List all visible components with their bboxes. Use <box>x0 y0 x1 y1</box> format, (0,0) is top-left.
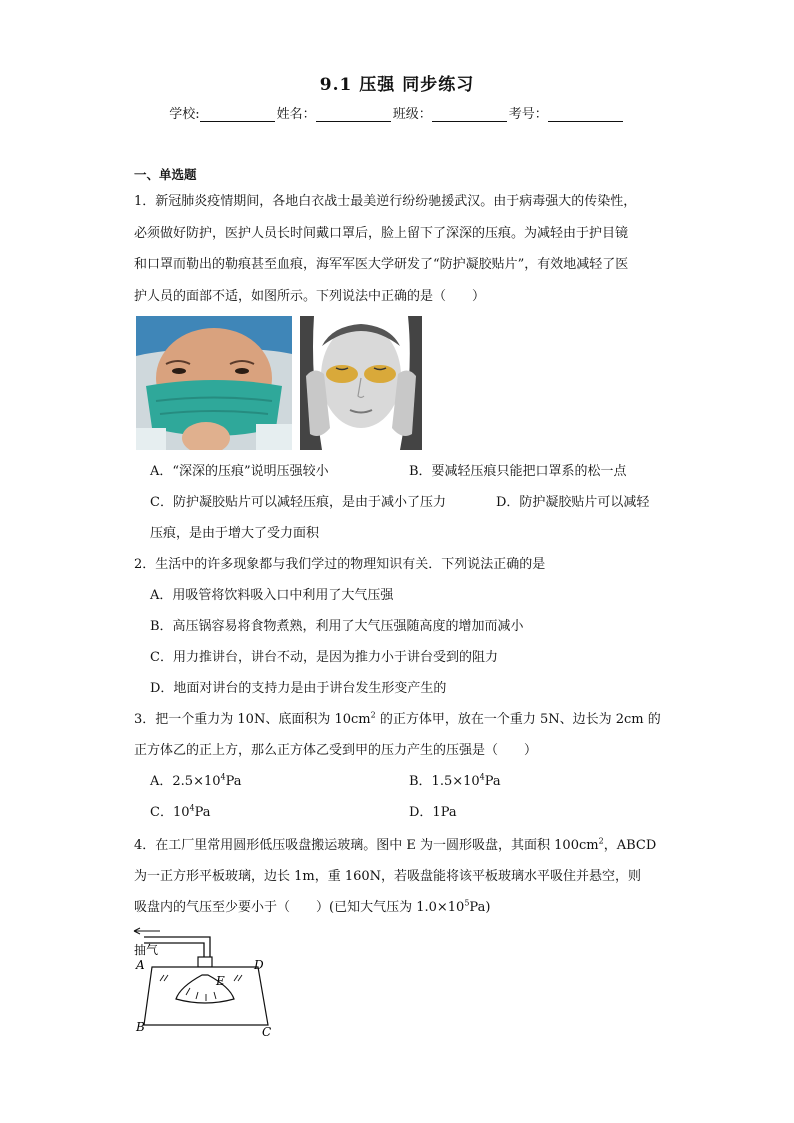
question-3-stem-line2: 正方体乙的正上方，那么正方体乙受到甲的压力产生的压强是（ ） <box>134 743 538 758</box>
question-1-line: 和口罩而勒出的勒痕甚至血痕，海军军医大学研发了“防护凝胶贴片”，有效地减轻了医 <box>134 257 629 272</box>
q4-text: 吸盘内的气压至少要小于（ ）(已知大气压为 1.0×10 <box>134 900 465 915</box>
q3-option-d[interactable]: D．1Pa <box>409 805 457 820</box>
question-4-stem <box>134 836 656 856</box>
q3-option-a-exp: 4 <box>220 772 226 782</box>
q4-text: 4．在工厂里常用圆形低压吸盘搬运玻璃。图中 E 为一圆形吸盘，其面积 100cm <box>134 838 599 853</box>
q1-option-d-continued: 压痕，是由于增大了受力面积 <box>150 526 320 541</box>
q3-text: 3．把一个重力为 10N、底面积为 10cm <box>134 712 371 727</box>
question-2-stem: 2．生活中的许多现象都与我们学过的物理知识有关．下列说法正确的是 <box>134 557 546 572</box>
q3-text: 的正方体甲，放在一个重力 5N、边长为 2cm 的 <box>375 712 661 727</box>
suction-cup-label-e: E <box>216 974 225 988</box>
q3-superscript: 2 <box>370 710 376 720</box>
id-label: 考号： <box>508 107 548 122</box>
section-heading: 一、单选题 <box>134 167 197 182</box>
q1-option-a[interactable]: A．“深深的压痕”说明压强较小 <box>150 464 329 479</box>
school-blank[interactable] <box>200 107 275 122</box>
q3-option-a[interactable] <box>150 772 242 792</box>
q3-option-a-unit: Pa <box>225 774 242 789</box>
student-info-line <box>0 103 794 122</box>
q1-option-c[interactable]: C．防护凝胶贴片可以减轻压痕，是由于减小了压力 <box>150 495 446 510</box>
q1-option-d[interactable]: D．防护凝胶贴片可以减轻 <box>496 495 650 510</box>
q4-text: Pa) <box>469 900 491 915</box>
class-blank[interactable] <box>432 107 507 122</box>
question-1-stem <box>134 186 664 312</box>
q3-option-b-text: B．1.5×10 <box>409 774 480 789</box>
gel-patch-face-photo <box>300 316 422 450</box>
question-1-line: 护人员的面部不适，如图所示。下列说法中正确的是（ ） <box>134 288 486 304</box>
q4-superscript: 5 <box>464 898 470 908</box>
corner-label-c: C <box>262 1025 272 1039</box>
page-title: 9.1 压强 同步练习 <box>319 75 475 95</box>
q2-option-a[interactable]: A．用吸管将饮料吸入口中利用了大气压强 <box>150 588 394 603</box>
q3-option-b-unit: Pa <box>484 774 501 789</box>
question-3-stem <box>134 710 661 730</box>
question-4-stem-line3 <box>134 898 490 918</box>
pump-label: 抽气 <box>134 943 159 957</box>
q1-option-b[interactable]: B．要减轻压痕只能把口罩系的松一点 <box>409 464 627 479</box>
id-blank[interactable] <box>548 107 623 122</box>
q3-option-b-exp: 4 <box>479 772 485 782</box>
question-1-line: 必须做好防护，医护人员长时间戴口罩后，脸上留下了深深的压痕。为减轻由于护目镜 <box>134 225 629 241</box>
q3-option-b[interactable] <box>409 772 501 792</box>
name-label: 姓名： <box>276 107 316 122</box>
suction-cup-diagram <box>130 925 280 1044</box>
name-blank[interactable] <box>316 107 391 122</box>
school-label: 学校: <box>169 107 200 122</box>
q3-option-c-unit: Pa <box>194 805 211 820</box>
corner-label-d: D <box>254 958 264 972</box>
q2-option-b[interactable]: B．高压锅容易将食物煮熟，利用了大气压强随高度的增加而减小 <box>150 619 524 634</box>
q2-option-d[interactable]: D．地面对讲台的支持力是由于讲台发生形变产生的 <box>150 681 447 696</box>
q4-superscript: 2 <box>598 836 604 846</box>
q3-option-c-text: C．10 <box>150 805 190 820</box>
corner-label-a: A <box>136 958 145 972</box>
q3-option-c[interactable] <box>150 803 211 823</box>
nurse-mask-photo <box>136 316 292 450</box>
q3-option-c-exp: 4 <box>189 803 195 813</box>
corner-label-b: B <box>136 1020 145 1034</box>
q4-text: ，ABCD <box>603 838 657 853</box>
class-label: 班级： <box>392 107 432 122</box>
q3-option-a-text: A．2.5×10 <box>150 774 221 789</box>
q2-option-c[interactable]: C．用力推讲台，讲台不动，是因为推力小于讲台受到的阻力 <box>150 650 498 665</box>
question-1-line: 1．新冠肺炎疫情期间，各地白衣战士最美逆行纷纷驰援武汉。由于病毒强大的传染性， <box>134 194 637 209</box>
question-4-stem-line2: 为一正方形平板玻璃，边长 1m，重 160N，若吸盘能将该平板玻璃水平吸住并悬空，则 <box>134 869 642 884</box>
